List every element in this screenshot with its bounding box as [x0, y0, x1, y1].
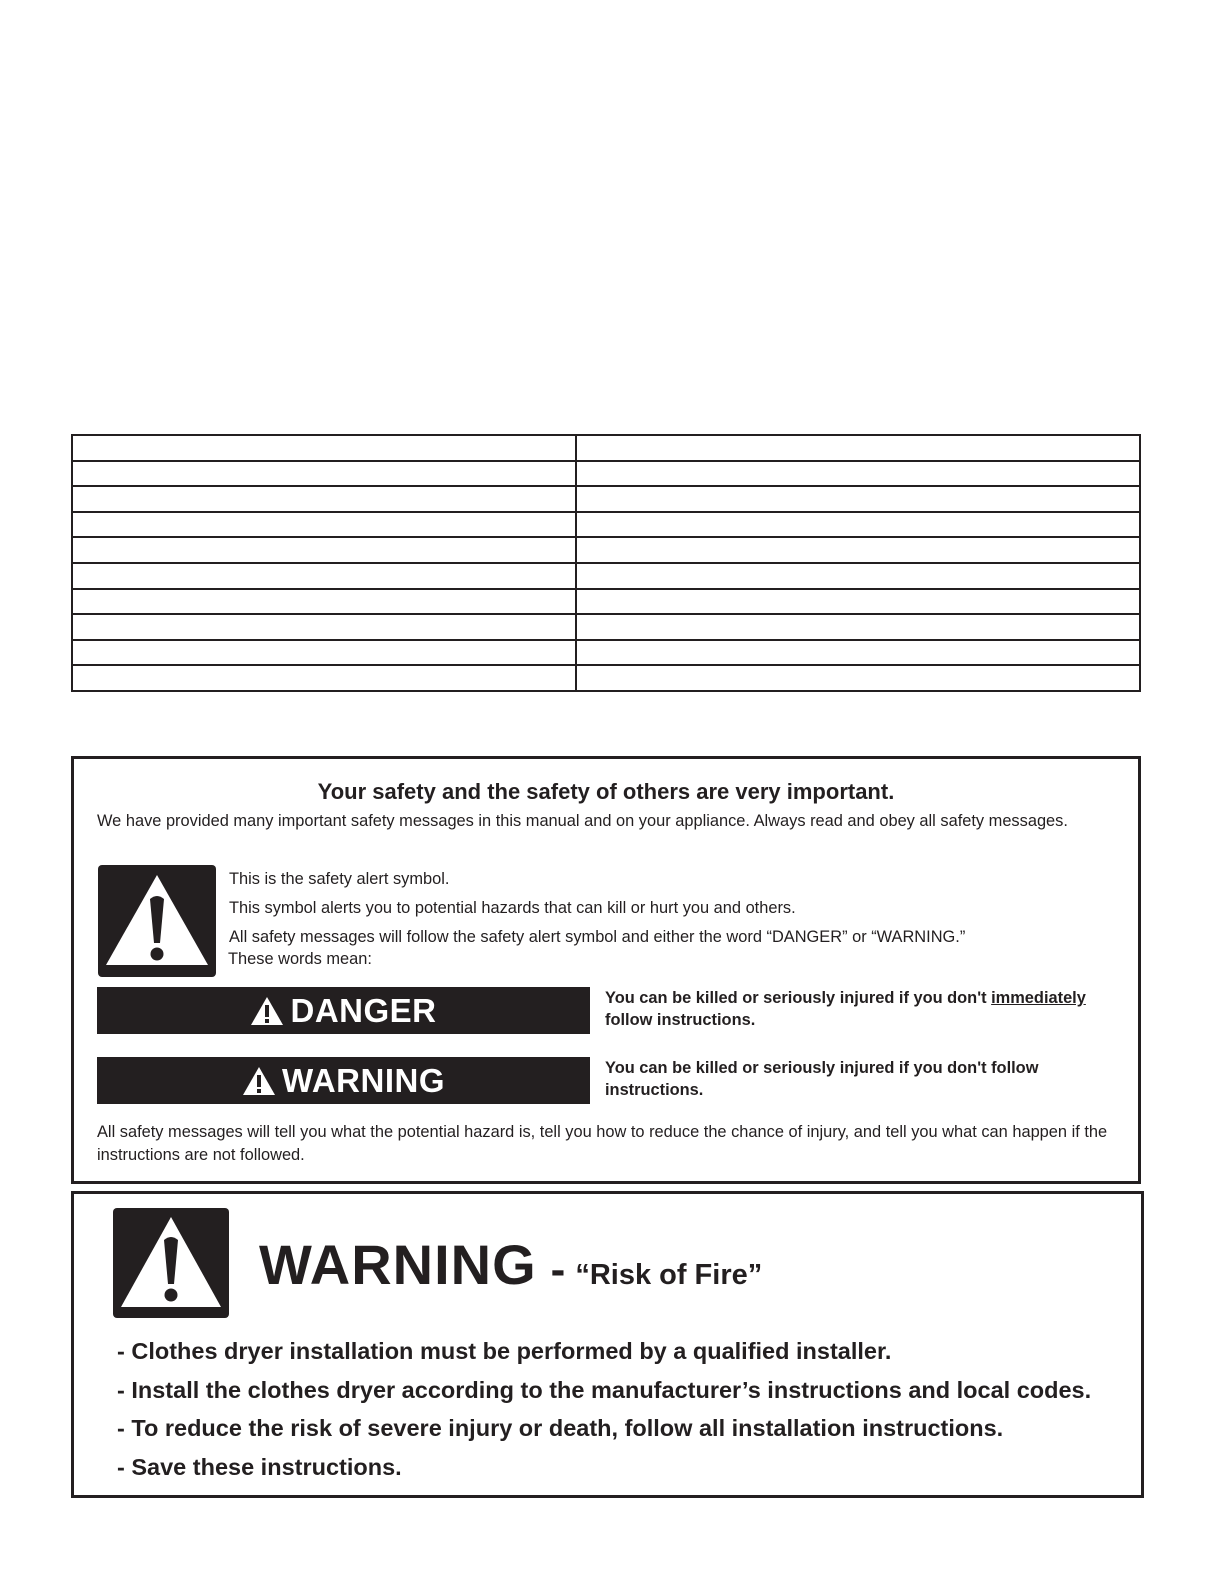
- table-cell: [72, 589, 576, 615]
- table-row: [72, 640, 1140, 666]
- list-item: - Save these instructions.: [117, 1454, 402, 1480]
- alert-line: This symbol alerts you to potential hazards that can kill or hurt you and others.: [229, 899, 796, 917]
- fire-warning-subtitle: “Risk of Fire”: [575, 1259, 763, 1291]
- danger-text-post: follow instructions.: [605, 1011, 756, 1029]
- table-row: [72, 435, 1140, 461]
- warning-description: You can be killed or seriously injured if you don't follow instructions.: [605, 1059, 1039, 1099]
- alert-line: All safety messages will follow the safety alert symbol and either the word “DANGER” or “WARNING.”: [229, 928, 966, 946]
- table-row: [72, 614, 1140, 640]
- safety-alert-icon-graphic: [113, 1208, 229, 1318]
- list-item: - Clothes dryer installation must be performed by a qualified installer.: [117, 1338, 892, 1364]
- table-row: [72, 512, 1140, 538]
- table-cell: [576, 537, 1140, 563]
- danger-label: DANGER: [290, 991, 437, 1029]
- alert-line: These words mean:: [228, 950, 372, 968]
- table-row: [72, 537, 1140, 563]
- danger-text-emphasis: immediately: [991, 989, 1086, 1007]
- table-cell: [576, 563, 1140, 589]
- alert-line: This is the safety alert symbol.: [229, 870, 450, 888]
- table-row: [72, 665, 1140, 691]
- safety-alert-icon: [98, 865, 216, 977]
- danger-signal-bar: [97, 987, 590, 1034]
- warning-label: WARNING: [282, 1061, 445, 1099]
- table-cell: [72, 614, 576, 640]
- warning-triangle-icon: [250, 996, 284, 1026]
- table-row: [72, 486, 1140, 512]
- table-row: [72, 563, 1140, 589]
- table-cell: [576, 589, 1140, 615]
- fire-warning-box: [71, 1191, 1144, 1498]
- table-cell: [576, 435, 1140, 461]
- table-cell: [576, 461, 1140, 487]
- safety-alert-icon-graphic: [98, 865, 216, 977]
- table-cell: [72, 461, 576, 487]
- table-cell: [576, 512, 1140, 538]
- fire-warning-dash: -: [550, 1245, 566, 1294]
- table-cell: [72, 486, 576, 512]
- table-cell: [72, 512, 576, 538]
- warning-triangle-icon: [242, 1066, 276, 1096]
- contents-table: [71, 434, 1141, 692]
- safety-title: Your safety and the safety of others are very important.: [317, 779, 895, 804]
- fire-warning-heading: [259, 1232, 762, 1297]
- table-cell: [72, 563, 576, 589]
- safety-alert-icon: [113, 1208, 229, 1318]
- table-cell: [576, 486, 1140, 512]
- table-cell: [576, 640, 1140, 666]
- danger-description: [605, 987, 1125, 1031]
- list-item: - Install the clothes dryer according to the manufacturer’s instructions and local codes.: [117, 1377, 1092, 1403]
- warning-signal-bar: [97, 1057, 590, 1104]
- safety-outro: All safety messages will tell you what the potential hazard is, tell you how to reduce the chance of injury, and tell you what can happen if the instructions are not followed.: [97, 1123, 1108, 1164]
- table-row: [72, 461, 1140, 487]
- table-cell: [576, 665, 1140, 691]
- list-item: - To reduce the risk of severe injury or death, follow all installation instructions.: [117, 1415, 1004, 1441]
- table-cell: [72, 665, 576, 691]
- table-cell: [72, 435, 576, 461]
- table-cell: [576, 614, 1140, 640]
- safety-info-box: [71, 756, 1141, 1184]
- safety-intro: We have provided many important safety messages in this manual and on your appliance. Always read and obey all safety messages.: [97, 812, 1068, 830]
- table-cell: [72, 640, 576, 666]
- danger-text-pre: You can be killed or seriously injured if you don't: [605, 989, 992, 1007]
- fire-warning-title: WARNING: [259, 1233, 537, 1296]
- table-row: [72, 589, 1140, 615]
- table-cell: [72, 537, 576, 563]
